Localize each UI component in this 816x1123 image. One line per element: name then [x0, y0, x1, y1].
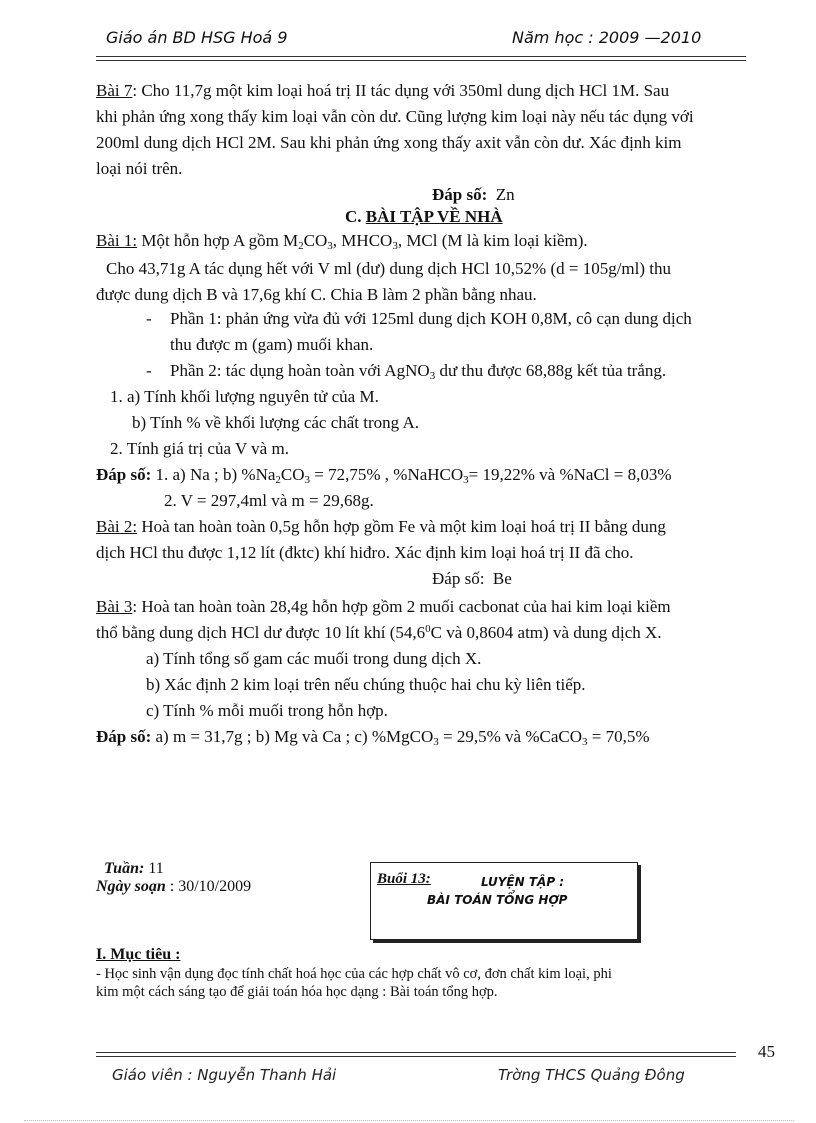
bai2-line2: dịch HCl thu được 1,12 lít (đktc) khí hiđro. Xác định kim loại hoá trị II đã cho.: [96, 543, 634, 562]
bai1-part1-line1: Phần 1: phản ứng vừa đủ với 125ml dung dịch KOH 0,8M, cô cạn dung dịch: [170, 309, 692, 328]
bai3-line1: Bài 3: Hoà tan hoàn toàn 28,4g hỗn hợp gồm 2 muối cacbonat của hai kim loại kiềm: [96, 597, 671, 616]
prep-date: Ngày soạn : 30/10/2009: [96, 878, 252, 895]
header-rule: [96, 56, 746, 61]
bai1-q1b: b) Tính % về khối lượng các chất trong A.: [132, 413, 419, 432]
bai7-line2: khi phản ứng xong thấy kim loại vẫn còn dư. Cũng lượng kim loại này nếu tác dụng với: [96, 107, 694, 126]
header-left: Giáo án BD HSG Hoá 9: [106, 28, 288, 47]
objectives-heading: I. Mục tiêu :: [96, 946, 181, 963]
bai2-answer: Đáp số: Be: [432, 569, 512, 588]
bai1-part1-line2: thu được m (gam) muối khan.: [170, 335, 374, 354]
objectives-line2: kim một cách sáng tạo để giải toán hóa học dạng : Bài toán tổng hợp.: [96, 984, 498, 1000]
bai1-line2: Cho 43,71g A tác dụng hết với V ml (dư) dung dịch HCl 10,52% (d = 105g/ml) thu: [106, 259, 672, 278]
session-title-1: LUYỆN TẬP :: [481, 875, 565, 889]
bai1-line3: được dung dịch B và 17,6g khí C. Chia B làm 2 phần bằng nhau.: [96, 285, 537, 304]
bai1-dash-2: -: [146, 361, 152, 380]
bai3-qc: c) Tính % mỗi muối trong hỗn hợp.: [146, 701, 388, 720]
page-edge: [24, 1120, 794, 1121]
footer-school: Trờng THCS Quảng Đông: [498, 1066, 685, 1084]
bai1-answer-1: Đáp số: 1. a) Na ; b) $\%Na_2CO_3 = 72,75\%$ , %NaHCO$_3$= 19,22% và %NaCl = 8,03%: [96, 465, 672, 486]
session-box: [370, 862, 638, 940]
week: Tuần: 11: [104, 860, 164, 877]
page-number: 45: [758, 1042, 775, 1061]
bai3-qb: b) Xác định 2 kim loại trên nếu chúng thuộc hai chu kỳ liên tiếp.: [146, 675, 586, 694]
bai7-line1: Bài 7: Cho 11,7g một kim loại hoá trị II tác dụng với 350ml dung dịch HCl 1M. Sau: [96, 81, 670, 100]
bai1-part2: Phần 2: tác dụng hoàn toàn với AgNO$_3$ dư thu được 68,88g kết tủa trắng.: [170, 361, 667, 382]
bai1-dash-1: -: [146, 309, 152, 328]
bai7-line4: loại nói trên.: [96, 159, 183, 178]
bai2-line1: Bài 2: Hoà tan hoàn toàn 0,5g hỗn hợp gồm Fe và một kim loại hoá trị II bằng dung: [96, 517, 666, 536]
bai7-line3: 200ml dung dịch HCl 2M. Sau khi phản ứng xong thấy axit vẫn còn dư. Xác định kim: [96, 133, 682, 152]
bai1-q1a: 1. a) Tính khối lượng nguyên tử của M.: [110, 387, 379, 406]
bai1-answer-2: 2. V = 297,4ml và m = 29,68g.: [164, 491, 374, 510]
bai1-q2: 2. Tính giá trị của V và m.: [110, 439, 289, 458]
bai1-line1: Bài 1: Một hỗn hợp A gồm $M_2CO_3$, $MHCO_3$, MCl (M là kim loại kiềm).: [96, 231, 588, 252]
footer-teacher: Giáo viên : Nguyễn Thanh Hải: [112, 1066, 337, 1084]
header-right: Năm học : 2009 —2010: [512, 28, 702, 47]
section-c-title: C. BÀI TẬP VỀ NHÀ: [345, 207, 503, 226]
bai3-answer: Đáp số: a) m = 31,7g ; b) Mg và Ca ; c) %MgCO$_3$ = 29,5% và %CaCO$_3$ = 70,5%: [96, 727, 650, 748]
session-label: Buổi 13:: [377, 871, 431, 887]
bai3-qa: a) Tính tổng số gam các muối trong dung dịch X.: [146, 649, 482, 668]
footer-rule: [96, 1052, 736, 1057]
session-title-2: BÀI TOÁN TỔNG HỢP: [427, 893, 568, 907]
bai7-answer: Đáp số: Zn: [432, 185, 515, 204]
bai3-line2: thổ bằng dung dịch HCl dư được 10 lít khí (54,6$^0$C và 0,8604 atm) và dung dịch X.: [96, 623, 662, 642]
objectives-line1: - Học sinh vận dụng đọc tính chất hoá học của các hợp chất vô cơ, đơn chất kim loại, phi: [96, 966, 612, 982]
